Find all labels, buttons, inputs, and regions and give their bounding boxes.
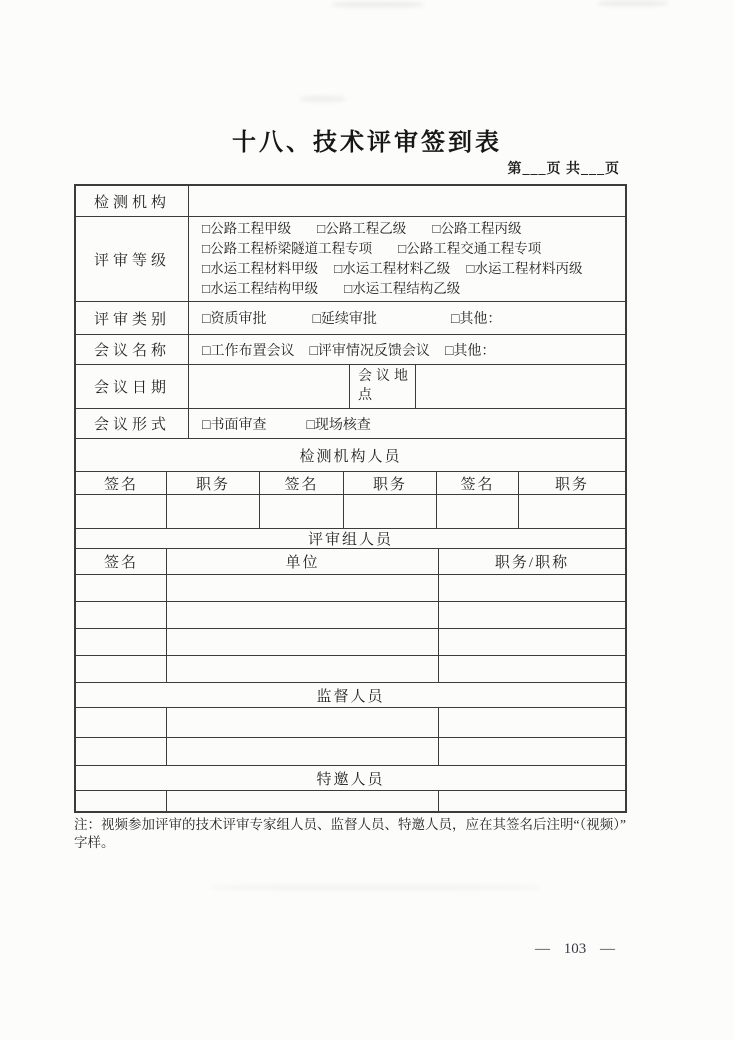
review-grade-options (189, 217, 625, 301)
column-header: 职务 (344, 472, 437, 494)
section-title: 监督人员 (316, 688, 385, 705)
checkbox-option: □现场核查 (306, 417, 371, 433)
checkbox-option: □资质审批 (202, 312, 267, 327)
empty-cell (167, 656, 439, 682)
section-review-team (76, 529, 625, 549)
testing-org-value-cell (189, 186, 625, 216)
empty-cell (519, 495, 625, 528)
org-staff-blank-row (76, 495, 625, 529)
footnote-line: 注：视频参加评审的技术评审专家组人员、监督人员、特邀人员，应在其签名后注明“（视频）” (74, 817, 626, 832)
review-team-blank-row (76, 656, 625, 683)
checkbox-option: □其他： (450, 312, 502, 327)
empty-cell (344, 495, 437, 528)
review-team-blank-row (76, 629, 625, 656)
meeting-location-value-cell (416, 365, 625, 408)
checkbox-option: □水运工程材料乙级 (334, 261, 451, 276)
meeting-name-label: 会议名称 (76, 335, 189, 364)
column-header: 职务 (554, 476, 589, 493)
section-title: 检测机构人员 (299, 448, 402, 465)
empty-cell (76, 602, 167, 628)
empty-cell (260, 495, 344, 528)
review-grade-label: 评审等级 (76, 217, 189, 301)
testing-org-label: 检测机构 (76, 186, 189, 216)
section-title: 特邀人员 (316, 771, 385, 788)
column-header: 单位 (167, 549, 439, 574)
meeting-date-value-cell (189, 365, 350, 408)
column-header: 签名 (76, 549, 167, 574)
checkbox-option: □公路工程甲级 (202, 221, 292, 236)
section-supervisors (76, 683, 625, 708)
scan-artifact (300, 96, 346, 102)
grade-option-line (202, 219, 521, 239)
column-header: 职务/职称 (494, 555, 570, 571)
checkbox-option: □评审情况反馈会议 (309, 343, 430, 359)
meeting-format-options (189, 409, 625, 438)
column-header: 签名 (76, 472, 167, 494)
empty-cell (167, 791, 439, 811)
empty-cell (437, 495, 519, 528)
checkbox-option: □其他： (444, 343, 496, 359)
supervisors-blank-row (76, 708, 625, 738)
meeting-location-label: 会议地点 (350, 365, 416, 408)
empty-cell (439, 738, 625, 765)
review-category-options (189, 302, 625, 334)
row-meeting-date (76, 365, 625, 409)
column-header: 职务 (167, 472, 260, 494)
empty-cell (167, 629, 439, 655)
checkbox-option: □水运工程材料甲级 (202, 261, 319, 276)
empty-cell (76, 575, 167, 601)
supervisors-blank-row (76, 738, 625, 766)
empty-cell (76, 495, 167, 528)
meeting-name-options (189, 335, 625, 364)
guests-blank-row (76, 791, 625, 811)
meeting-format-label: 会议形式 (76, 409, 189, 438)
checkbox-option: □水运工程材料丙级 (466, 261, 583, 276)
empty-cell (76, 738, 167, 765)
checkbox-option: □延续审批 (312, 312, 377, 327)
checkbox-option: □书面审查 (202, 417, 267, 433)
row-review-category (76, 302, 625, 335)
checkbox-option: □水运工程结构乙级 (344, 281, 461, 296)
checkbox-option: □公路工程丙级 (432, 221, 522, 236)
org-staff-header-row (76, 472, 625, 495)
checkbox-option: □水运工程结构甲级 (202, 281, 319, 296)
empty-cell (76, 656, 167, 682)
empty-cell (439, 575, 625, 601)
document-title: 十八、技术评审签到表 (232, 130, 502, 156)
page-number: — 103 — (535, 941, 615, 957)
checkbox-option: □公路工程桥梁隧道工程专项 (202, 241, 373, 256)
footnote-line: 字样。 (74, 834, 115, 850)
checkbox-option: □工作布置会议 (202, 343, 295, 359)
column-header: 签名 (437, 472, 519, 494)
empty-cell (439, 656, 625, 682)
meeting-date-label: 会议日期 (76, 365, 189, 408)
empty-cell (439, 708, 625, 737)
section-title: 评审组人员 (307, 532, 393, 548)
empty-cell (76, 791, 167, 811)
scan-artifact (210, 885, 540, 890)
empty-cell (439, 629, 625, 655)
empty-cell (439, 791, 625, 811)
footnote (74, 816, 644, 851)
empty-cell (167, 738, 439, 765)
empty-cell (76, 708, 167, 737)
scan-artifact (332, 2, 424, 7)
checkbox-option: □公路工程乙级 (317, 221, 407, 236)
row-meeting-format (76, 409, 625, 439)
review-category-label: 评审类别 (76, 302, 189, 334)
section-org-staff (76, 439, 625, 472)
page-counter: 第___页 共___页 (507, 162, 620, 177)
section-guests (76, 766, 625, 791)
review-team-blank-row (76, 575, 625, 602)
grade-option-line (202, 259, 582, 279)
row-review-grade (76, 217, 625, 302)
grade-option-line (202, 279, 460, 299)
empty-cell (167, 495, 260, 528)
empty-cell (167, 708, 439, 737)
row-meeting-name (76, 335, 625, 365)
empty-cell (167, 602, 439, 628)
review-team-blank-row (76, 602, 625, 629)
empty-cell (167, 575, 439, 601)
scan-artifact (598, 1, 668, 6)
empty-cell (76, 629, 167, 655)
checkbox-option: □公路工程交通工程专项 (398, 241, 542, 256)
review-team-header-row (76, 549, 625, 575)
row-testing-org (76, 186, 625, 217)
signin-form-table (74, 184, 627, 813)
grade-option-line (202, 239, 541, 259)
empty-cell (439, 602, 625, 628)
column-header: 签名 (260, 472, 344, 494)
